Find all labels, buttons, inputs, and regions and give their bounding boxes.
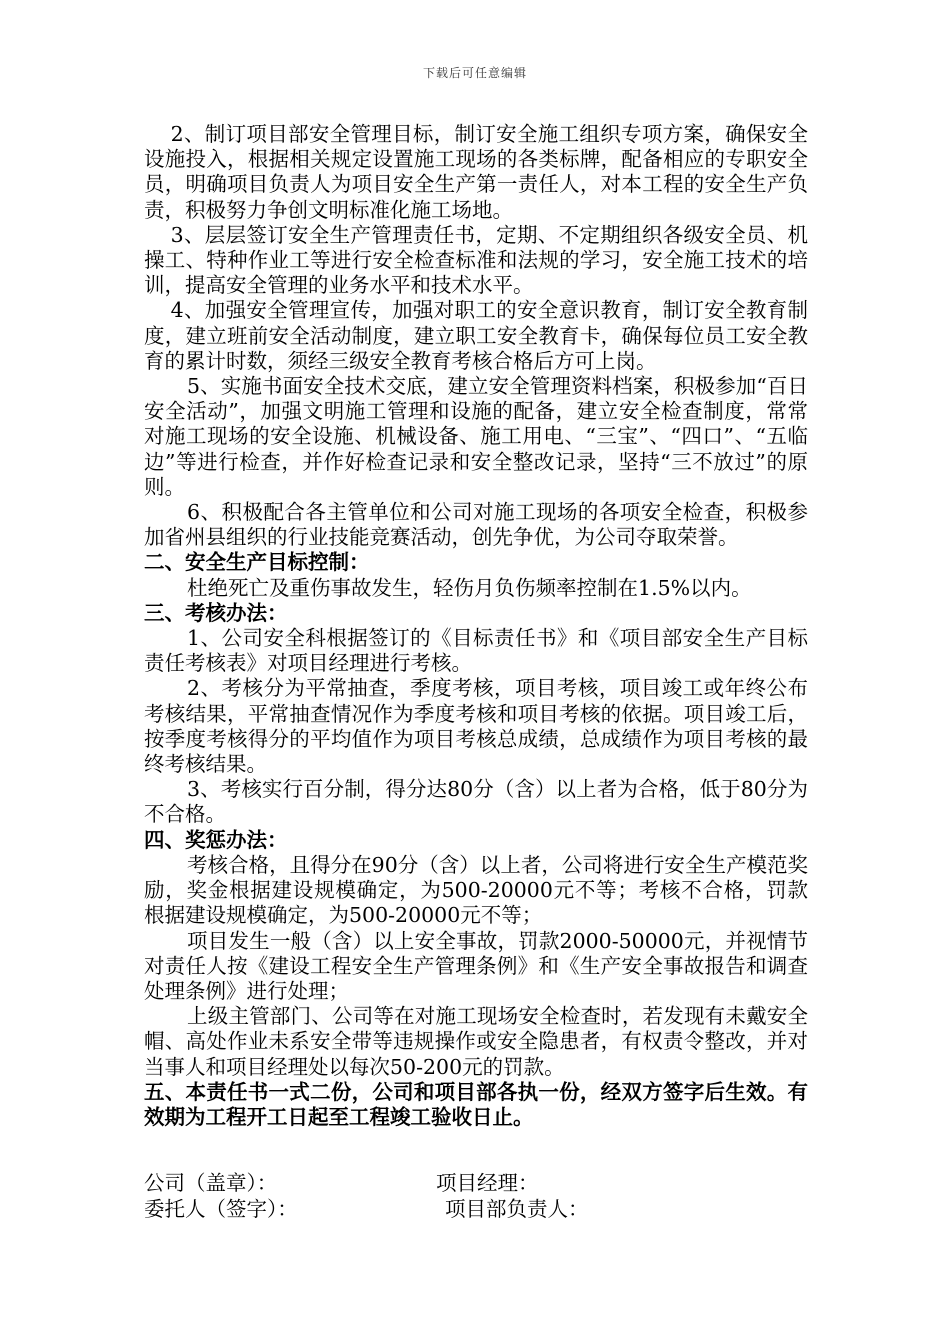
paragraph-reward: 考核合格，且得分在90分（含）以上者，公司将进行安全生产模范奖励，奖金根据建设规模确定，为500-20000元不等；考核不合格，罚款根据建设规模确定，为500-20000元不等； bbox=[144, 852, 808, 928]
heading-assessment: 三、考核办法： bbox=[144, 600, 288, 625]
paragraph-2: 2、制订项目部安全管理目标，制订安全施工组织专项方案，确保安全设施投入，根据相关规定设置施工现场的各类标牌，配备相应的专职安全员，明确项目负责人为项目安全生产第一责任人，对本工程的安全生产负责，积极努力争创文明标准化施工场地。 bbox=[144, 122, 808, 222]
document-body bbox=[144, 122, 808, 1130]
page-header: 下载后可任意编辑 bbox=[422, 66, 527, 80]
paragraph-5: 5、实施书面安全技术交底，建立安全管理资料档案，积极参加“百日安全活动”，加强文明施工管理和设施的配备，建立安全检查制度，常常对施工现场的安全设施、机械设备、施工用电、“三宝”、“四口”、“五临边”等进行检查，并作好检查记录和安全整改记录，坚持“三不放过”的原则。 bbox=[144, 374, 808, 499]
heading-rewards-penalties: 四、奖惩办法： bbox=[144, 827, 288, 852]
signature-project-head: 项目部负责人： bbox=[445, 1197, 589, 1221]
signature-project-manager: 项目经理： bbox=[436, 1171, 539, 1195]
heading-target-control: 二、安全生产目标控制： bbox=[144, 550, 370, 575]
paragraph-4: 4、加强安全管理宣传，加强对职工的安全意识教育，制订安全教育制度，建立班前安全活动制度，建立职工安全教育卡，确保每位员工安全教育的累计时数，须经三级安全教育考核合格后方可上岗。 bbox=[144, 298, 808, 373]
paragraph-penalty-inspection: 上级主管部门、公司等在对施工现场安全检查时，若发现有未戴安全帽、高处作业未系安全带等违规操作或安全隐患者，有权责令整改，并对当事人和项目经理处以每次50-200元的罚款。 bbox=[144, 1004, 808, 1079]
heading-validity: 五、本责任书一式二份，公司和项目部各执一份，经双方签字后生效。有效期为工程开工日起至工程竣工验收日止。 bbox=[144, 1079, 808, 1129]
paragraph-assessment-2: 2、考核分为平常抽查，季度考核，项目考核，项目竣工或年终公布考核结果，平常抽查情况作为季度考核和项目考核的依据。项目竣工后，按季度考核得分的平均值作为项目考核总成绩，总成绩作为项目考核的最终考核结果。 bbox=[144, 676, 808, 777]
paragraph-penalty-accident: 项目发生一般（含）以上安全事故，罚款2000-50000元，并视情节对责任人按《建设工程安全生产管理条例》和《生产安全事故报告和调查处理条例》进行处理； bbox=[144, 928, 808, 1003]
signature-company-seal: 公司（盖章）： bbox=[144, 1171, 278, 1195]
paragraph-assessment-1: 1、公司安全科根据签订的《目标责任书》和《项目部安全生产目标责任考核表》对项目经理进行考核。 bbox=[144, 626, 808, 676]
paragraph-3: 3、层层签订安全生产管理责任书，定期、不定期组织各级安全员、机操工、特种作业工等进行安全检查标准和法规的学习，安全施工技术的培训，提高安全管理的业务水平和技术水平。 bbox=[144, 222, 808, 298]
paragraph-assessment-3: 3、考核实行百分制，得分达80分（含）以上者为合格，低于80分为不合格。 bbox=[144, 777, 808, 827]
signature-delegate: 委托人（签字）： bbox=[144, 1197, 298, 1221]
paragraph-6: 6、积极配合各主管单位和公司对施工现场的各项安全检查，积极参加省州县组织的行业技能竞赛活动，创先争优，为公司夺取荣誉。 bbox=[144, 500, 808, 550]
paragraph-target: 杜绝死亡及重伤事故发生，轻伤月负伤频率控制在1.5%以内。 bbox=[187, 575, 752, 600]
